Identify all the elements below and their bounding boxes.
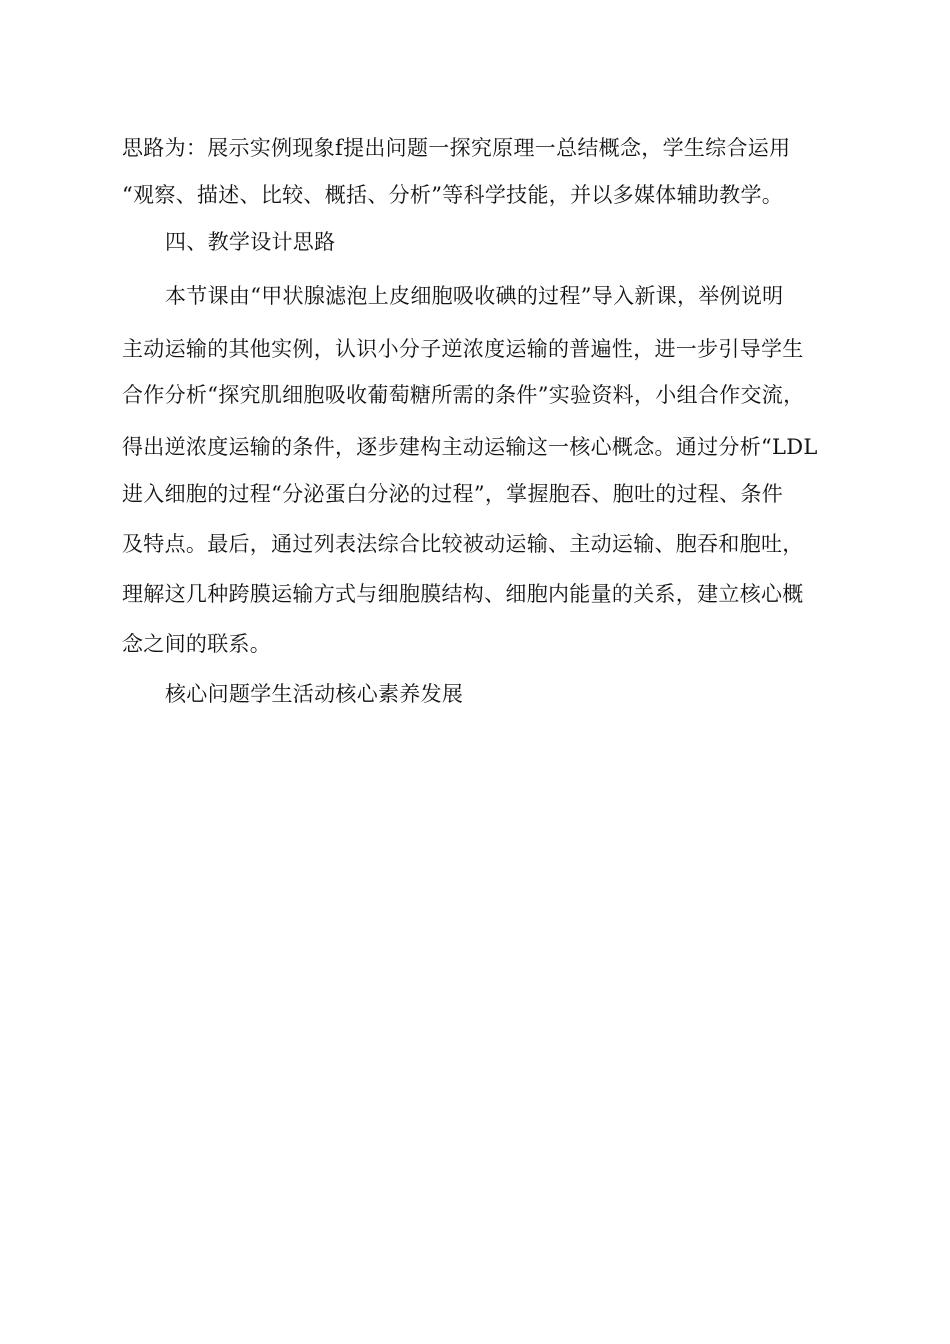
text-line: 主动运输的其他实例，认识小分子逆浓度运输的普遍性，进一步引导学生 [122,337,804,361]
text-line: 合作分析“探究肌细胞吸收葡萄糖所需的条件”实验资料，小组合作交流， [122,383,805,407]
text-line: 进入细胞的过程“分泌蛋白分泌的过程”，掌握胞吞、胞吐的过程、条件 [122,482,784,506]
section-heading: 四、教学设计思路 [165,230,336,254]
text-line: 思路为：展示实例现象f提出问题一探究原理一总结概念，学生综合运用 [122,136,791,160]
text-line: 理解这几种跨膜运输方式与细胞膜结构、细胞内能量的关系，建立核心概 [122,582,804,606]
text-line: 及特点。最后，通过列表法综合比较被动运输、主动运输、胞吞和胞吐， [122,532,804,556]
text-line: 念之间的联系。 [122,632,272,656]
text-line: “观察、描述、比较、概括、分析”等科学技能，并以多媒体辅助教学。 [122,183,784,207]
text-line: 本节课由“甲状腺滤泡上皮细胞吸收碘的过程”导入新课，举例说明 [165,284,784,308]
text-line: 得出逆浓度运输的条件，逐步建构主动运输这一核心概念。通过分析“LDL [122,435,818,459]
text-line: 核心问题学生活动核心素养发展 [165,682,464,706]
